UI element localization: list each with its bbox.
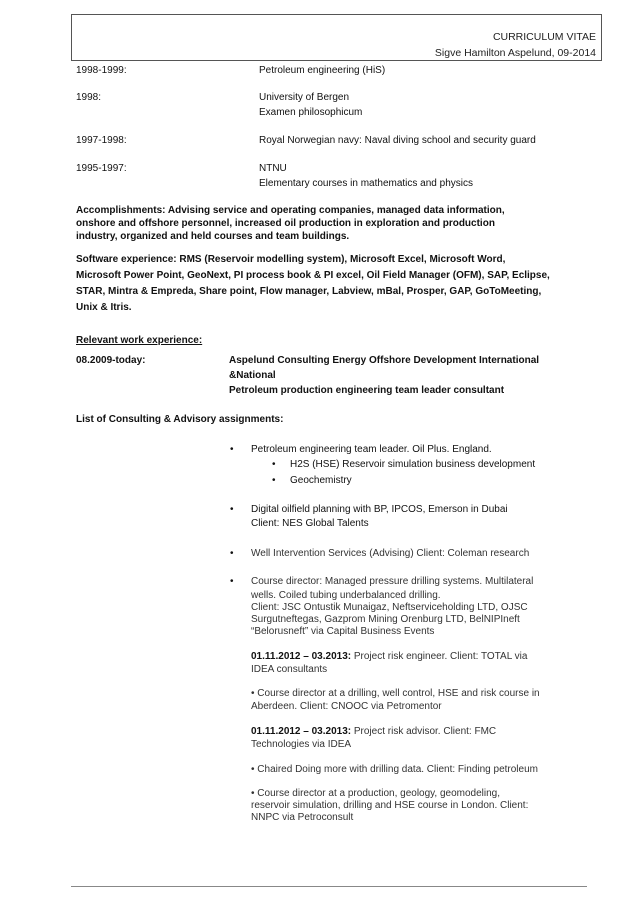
- footer-divider: [71, 886, 587, 887]
- assignment-entry: Aberdeen. Client: CNOOC via Petromentor: [251, 701, 442, 712]
- assignment-entry: NNPC via Petroconsult: [251, 812, 354, 823]
- entry-text: Project risk engineer. Client: TOTAL via: [351, 651, 528, 662]
- assignment-item: Petroleum engineering team leader. Oil Plus. England.: [251, 444, 492, 455]
- assignments-heading: List of Consulting & Advisory assignments:: [76, 414, 284, 425]
- assignment-item: Client: JSC Ontustik Munaigaz, Neftserviceholding LTD, OJSC: [251, 602, 528, 613]
- accomplishments-line: onshore and offshore personnel, increased oil production in exploration and production: [76, 218, 495, 229]
- work-text: Petroleum production engineering team leader consultant: [229, 385, 505, 396]
- accomplishments-line: industry, organized and held courses and team buildings.: [76, 231, 350, 242]
- assignment-item: Surgutneftegas, Gazprom Mining Orenburg LTD, BelNIPIneft: [251, 614, 520, 625]
- work-date: 08.2009-today:: [76, 355, 146, 366]
- education-text: University of Bergen: [259, 92, 350, 103]
- assignment-entry: • Course director at a production, geology, geomodeling,: [251, 788, 501, 799]
- accomplishments-line: Accomplishments: Advising service and operating companies, managed data information,: [76, 205, 505, 216]
- assignment-item: Digital oilfield planning with BP, IPCOS, Emerson in Dubai: [251, 504, 508, 515]
- software-line: Unix & Itris.: [76, 302, 132, 313]
- entry-text: Project risk advisor. Client: FMC: [351, 726, 497, 737]
- entry-date: 01.11.2012 – 03.2013:: [251, 726, 352, 737]
- assignment-item: Course director: Managed pressure drilling systems. Multilateral: [251, 576, 534, 587]
- assignment-entry: [251, 650, 527, 664]
- assignment-subitem: H2S (HSE) Reservoir simulation business development: [290, 459, 536, 470]
- work-text: &National: [229, 370, 276, 381]
- bullet-icon: •: [230, 504, 234, 515]
- assignment-item: Client: NES Global Talents: [251, 518, 369, 529]
- education-text: Elementary courses in mathematics and physics: [259, 178, 473, 189]
- entry-date: 01.11.2012 – 03.2013:: [251, 651, 352, 662]
- work-text: Aspelund Consulting Energy Offshore Development International: [229, 355, 540, 366]
- software-line: Software experience: RMS (Reservoir modelling system), Microsoft Excel, Microsoft Word,: [76, 254, 506, 265]
- bullet-icon: •: [230, 548, 234, 559]
- education-date: 1997-1998:: [76, 135, 127, 146]
- education-text: NTNU: [259, 163, 287, 174]
- software-line: Microsoft Power Point, GeoNext, PI process book & PI excel, Oil Field Manager (OFM), SAP, Eclipse,: [76, 270, 550, 281]
- assignment-entry: IDEA consultants: [251, 664, 328, 675]
- education-text: Royal Norwegian navy: Naval diving school and security guard: [259, 135, 536, 146]
- assignment-entry: • Course director at a drilling, well control, HSE and risk course in: [251, 688, 540, 699]
- bullet-icon: •: [230, 444, 234, 455]
- education-text: Examen philosophicum: [259, 107, 363, 118]
- document-subtitle: Sigve Hamilton Aspelund, 09-2014: [434, 47, 596, 59]
- assignment-item: Well Intervention Services (Advising) Client: Coleman research: [251, 548, 530, 559]
- work-heading: Relevant work experience:: [76, 335, 203, 346]
- assignment-entry: Technologies via IDEA: [251, 739, 352, 750]
- assignment-item: wells. Coiled tubing underbalanced drilling.: [251, 590, 441, 601]
- sub-bullet-icon: •: [272, 459, 276, 470]
- bullet-icon: •: [230, 576, 234, 587]
- header-divider: [71, 60, 601, 61]
- document-title: CURRICULUM VITAE: [492, 31, 596, 43]
- assignment-subitem: Geochemistry: [290, 475, 352, 486]
- header-box: [71, 14, 602, 61]
- assignment-entry: [251, 725, 496, 739]
- assignment-entry: • Chaired Doing more with drilling data. Client: Finding petroleum: [251, 764, 538, 775]
- assignment-entry: reservoir simulation, drilling and HSE course in London. Client:: [251, 800, 529, 811]
- sub-bullet-icon: •: [272, 475, 276, 486]
- assignment-item: “Belorusneft” via Capital Business Events: [251, 626, 435, 637]
- education-date: 1998-1999:: [76, 65, 127, 76]
- software-line: STAR, Mintra & Empreda, Share point, Flow manager, Labview, mBal, Prosper, GAP, GoToMeeting,: [76, 286, 542, 297]
- education-text: Petroleum engineering (HiS): [259, 65, 386, 76]
- education-date: 1998:: [76, 92, 102, 103]
- education-date: 1995-1997:: [76, 163, 127, 174]
